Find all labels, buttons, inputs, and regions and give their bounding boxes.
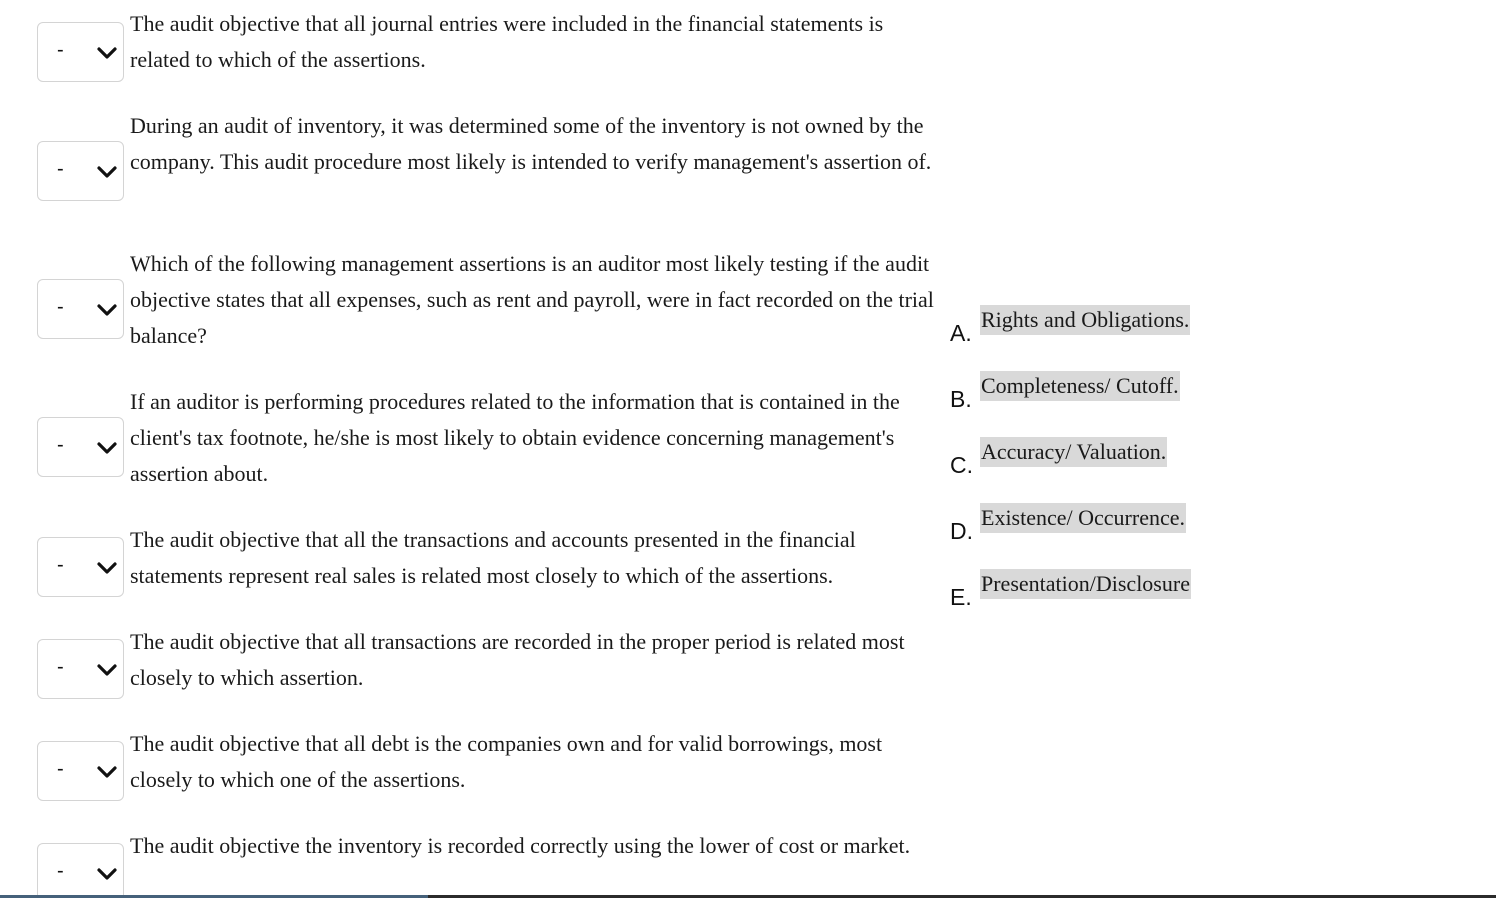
- question-text-3: Which of the following management assertions is an auditor most likely testing if the audit objective states that all expenses, such as rent and payroll, were in fact recorded on the trial balance?: [130, 251, 934, 348]
- answer-select-6[interactable]: [37, 639, 124, 699]
- question-text-1: The audit objective that all journal entries were included in the financial statements is related to which of the assertions.: [130, 11, 884, 72]
- chevron-down-icon: [97, 561, 117, 575]
- chevron-down-icon: [97, 303, 117, 317]
- answer-select-1[interactable]: [37, 22, 124, 82]
- answer-select-2[interactable]: [37, 141, 124, 201]
- chevron-down-icon: [97, 441, 117, 455]
- answer-text: Accuracy/ Valuation.: [980, 437, 1167, 467]
- question-text-6: The audit objective that all transactions are recorded in the proper period is related most closely to which assertion.: [130, 629, 905, 690]
- answer-select-value: -: [57, 39, 64, 61]
- answer-letter: A.: [950, 320, 972, 346]
- chevron-down-icon: [97, 165, 117, 179]
- answer-letter: E.: [950, 584, 972, 610]
- answer-select-value: -: [57, 158, 64, 180]
- answer-letter: C.: [950, 452, 973, 478]
- question-text-8: The audit objective the inventory is recorded correctly using the lower of cost or market.: [130, 833, 911, 858]
- chevron-down-icon: [97, 867, 117, 881]
- answer-choice-a[interactable]: [948, 304, 1248, 364]
- question-text-4: If an auditor is performing procedures related to the information that is contained in the client's tax footnote, he/she is most likely to obtain evidence concerning management's assertion about.: [130, 389, 900, 486]
- answer-select-value: -: [57, 656, 64, 678]
- answer-select-5[interactable]: [37, 537, 124, 597]
- answer-select-4[interactable]: [37, 417, 124, 477]
- answer-choice-d[interactable]: [948, 502, 1248, 562]
- answer-select-3[interactable]: [37, 279, 124, 339]
- answer-select-value: -: [57, 296, 64, 318]
- answer-select-8[interactable]: [37, 843, 124, 898]
- answer-choice-e[interactable]: [948, 568, 1248, 628]
- chevron-down-icon: [97, 663, 117, 677]
- answer-letter: B.: [950, 386, 972, 412]
- answer-text: Rights and Obligations.: [980, 305, 1190, 335]
- answer-letter: D.: [950, 518, 973, 544]
- answer-select-value: -: [57, 434, 64, 456]
- answer-choice-c[interactable]: [948, 436, 1248, 496]
- answer-select-7[interactable]: [37, 741, 124, 801]
- answer-text: Presentation/Disclosure: [980, 569, 1191, 599]
- question-text-2: During an audit of inventory, it was determined some of the inventory is not owned by the company. This audit procedure most likely is intended to verify management's assertion of.: [130, 113, 932, 174]
- answer-text: Existence/ Occurrence.: [980, 503, 1186, 533]
- chevron-down-icon: [97, 46, 117, 60]
- answer-select-value: -: [57, 860, 64, 882]
- answer-choice-b[interactable]: [948, 370, 1248, 430]
- answer-select-value: -: [57, 554, 64, 576]
- question-text-7: The audit objective that all debt is the companies own and for valid borrowings, most closely to which one of the assertions.: [130, 731, 883, 792]
- answer-text: Completeness/ Cutoff.: [980, 371, 1180, 401]
- chevron-down-icon: [97, 765, 117, 779]
- question-text-5: The audit objective that all the transactions and accounts presented in the financial statements represent real sales is related most closely to which of the assertions.: [130, 527, 856, 588]
- answer-select-value: -: [57, 758, 64, 780]
